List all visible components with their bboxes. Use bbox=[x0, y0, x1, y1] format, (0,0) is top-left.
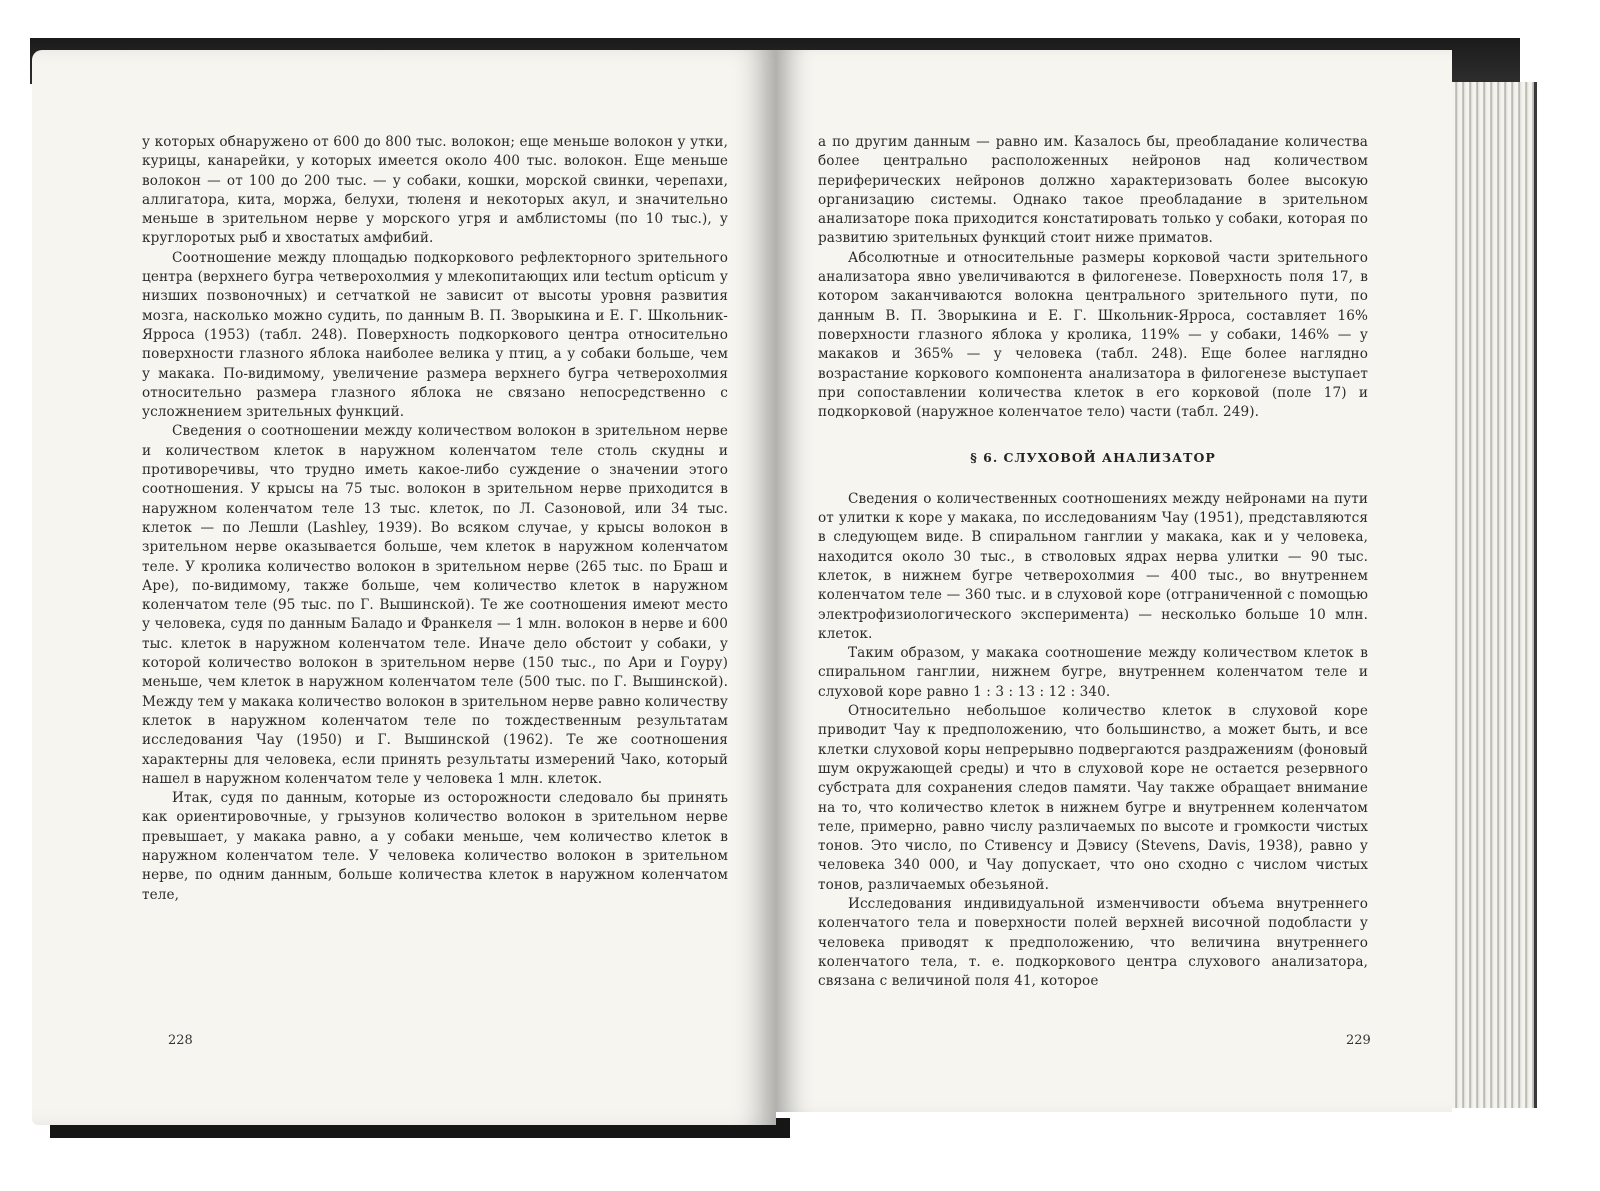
right-paragraph: Абсолютные и относительные размеры корковой части зрительного анализатора явно увеличиваются в филогенезе. Поверхность поля 17, в котором заканчиваются волокна центрального зрительного пути, по данным В. П. Зворыкина и Е. Г. Школьник-Ярроса, составляет 16% поверхности глазного яблока у кролика, 119% — у собаки, 146% — у макаков и 365% — у человека (табл. 248). Еще более наглядно возрастание коркового компонента анализатора в филогенезе выступает при сопоставлении количества клеток в его корковой (поле 17) и подкорковой (наружное коленчатое тело) части (табл. 249). bbox=[818, 249, 1368, 421]
right-page-number: 229 bbox=[1346, 1033, 1371, 1048]
left-paragraph: Итак, судя по данным, которые из осторожности следовало бы принять как ориентировочные, у грызунов количество волокон в зрительном нерве превышает, у макака равно, а у собаки меньше, чем количество клеток в наружном коленчатом теле. У человека количество волокон в зрительном нерве, по одним данным, больше количества клеток в наружном коленчатом теле, bbox=[142, 790, 728, 903]
section-heading: § 6. СЛУХОВОЙ АНАЛИЗАТОР bbox=[970, 450, 1216, 466]
page-edges-stack bbox=[1452, 82, 1537, 1108]
left-paragraph: у которых обнаружено от 600 до 800 тыс. волокон; еще меньше волокон у утки, курицы, канарейки, у которых имеется около 400 тыс. волокон. Еще меньше волокон — от 100 до 200 тыс. — у собаки, кошки, морской свинки, черепахи, аллигатора, кита, моржа, белухи, тюленя и некоторых акул, и значительно меньше в зрительном нерве у морского угря и амблистомы (по 10 тыс.), у круглоротых рыб и хвостатых амфибий. bbox=[142, 134, 728, 247]
right-page-text bbox=[818, 133, 1368, 991]
left-page-text bbox=[142, 133, 728, 905]
right-paragraph: а по другим данным — равно им. Казалось бы, преобладание количества более центрально расположенных нейронов над количеством периферических нейронов должно характеризовать более высокую организацию системы. Однако такое преобладание в зрительном анализаторе пока приходится констатировать только у собаки, которая по развитию зрительных функций стоит ниже приматов. bbox=[818, 134, 1368, 247]
right-paragraph: Исследования индивидуальной изменчивости объема внутреннего коленчатого тела и поверхности полей верхней височной подобласти у человека приводят к предположению, что величина внутреннего коленчатого тела, т. е. подкоркового центра слухового анализатора, связана с величиной поля 41, которое bbox=[818, 895, 1368, 990]
right-paragraph: Таким образом, у макака соотношение между количеством клеток в спиральном ганглии, нижнем бугре, внутреннем коленчатом теле и слуховой коре равно 1 : 3 : 13 : 12 : 340. bbox=[818, 645, 1368, 700]
right-paragraph: Сведения о количественных соотношениях между нейронами на пути от улитки к коре у макака, по исследованиям Чау (1951), представляются в следующем виде. В спиральном ганглии у макака, как и у человека, находится около 30 тыс., в стволовых ядрах нерва улитки — 90 тыс. клеток, в нижнем бугре четверохолмия — 400 тыс., во внутреннем коленчатом теле — 360 тыс. и в слуховой коре (отграниченной с помощью электрофизиологического эксперимента) — несколько больше 10 млн. клеток. bbox=[818, 490, 1368, 642]
left-paragraph: Сведения о соотношении между количеством волокон в зрительном нерве и количеством клеток в наружном коленчатом теле столь скудны и противоречивы, что трудно иметь какое-либо суждение о значении этого соотношения. У крысы на 75 тыс. волокон в зрительном нерве приходится в наружном коленчатом теле 13 тыс. клеток, по Л. Сазоновой, или 34 тыс. клеток — по Лешли (Lashley, 1939). Во всяком случае, у крысы волокон в зрительном нерве оказывается больше, чем клеток в наружном коленчатом теле. У кролика количество волокон в зрительном нерве (265 тыс. по Браш и Аре), по-видимому, также больше, чем количество клеток в наружном коленчатом теле (95 тыс. по Г. Вышинской). Те же соотношения имеют место у человека, судя по данным Баладо и Франкеля — 1 млн. волокон в нерве и 600 тыс. клеток в наружном коленчатом теле. Иначе дело обстоит у собаки, у которой количество волокон в зрительном нерве (150 тыс., по Ари и Гоуру) меньше, чем клеток в наружном коленчатом теле (500 тыс. по Г. Вышинской). Между тем у макака количество волокон в зрительном нерве равно количеству клеток в наружном коленчатом теле по тождественным результатам исследования Чау (1950) и Г. Вышинской (1962). Те же соотношения характерны для человека, если принять результаты измерений Чако, который нашел в наружном коленчатом теле у человека 1 млн. клеток. bbox=[142, 423, 728, 787]
left-paragraph: Соотношение между площадью подкоркового рефлекторного зрительного центра (верхнего бугра четверохолмия у млекопитающих или tectum opticum у низших позвоночных) и сетчаткой не зависит от высоты уровня развития мозга, насколько можно судить, по данным В. П. Зворыкина и Е. Г. Школьник-Ярроса (1953) (табл. 248). Поверхность подкоркового центра относительно поверхности глазного яблока наиболее велика у птиц, а у собаки больше, чем у макака. По-видимому, увеличение размера верхнего бугра четверохолмия относительно размера глазного яблока не связано непосредственно с усложнением зрительных функций. bbox=[142, 249, 728, 421]
left-page-number: 228 bbox=[168, 1033, 193, 1048]
right-paragraph: Относительно небольшое количество клеток в слуховой коре приводит Чау к предположению, что большинство, а может быть, и все клетки слуховой коры непрерывно подвергаются раздражениям (фоновый шум окружающей среды) и что в слуховой коре не остается резервного субстрата для сохранения следов памяти. Чау также обращает внимание на то, что количество клеток в нижнем бугре и внутреннем коленчатом теле, примерно, равно числу различаемых по высоте и громкости чистых тонов. Это число, по Стивенсу и Дэвису (Stevens, Davis, 1938), равно у человека 340 000, и Чау допускает, что оно сходно с числом чистых тонов, различаемых обезьяной. bbox=[818, 703, 1368, 893]
